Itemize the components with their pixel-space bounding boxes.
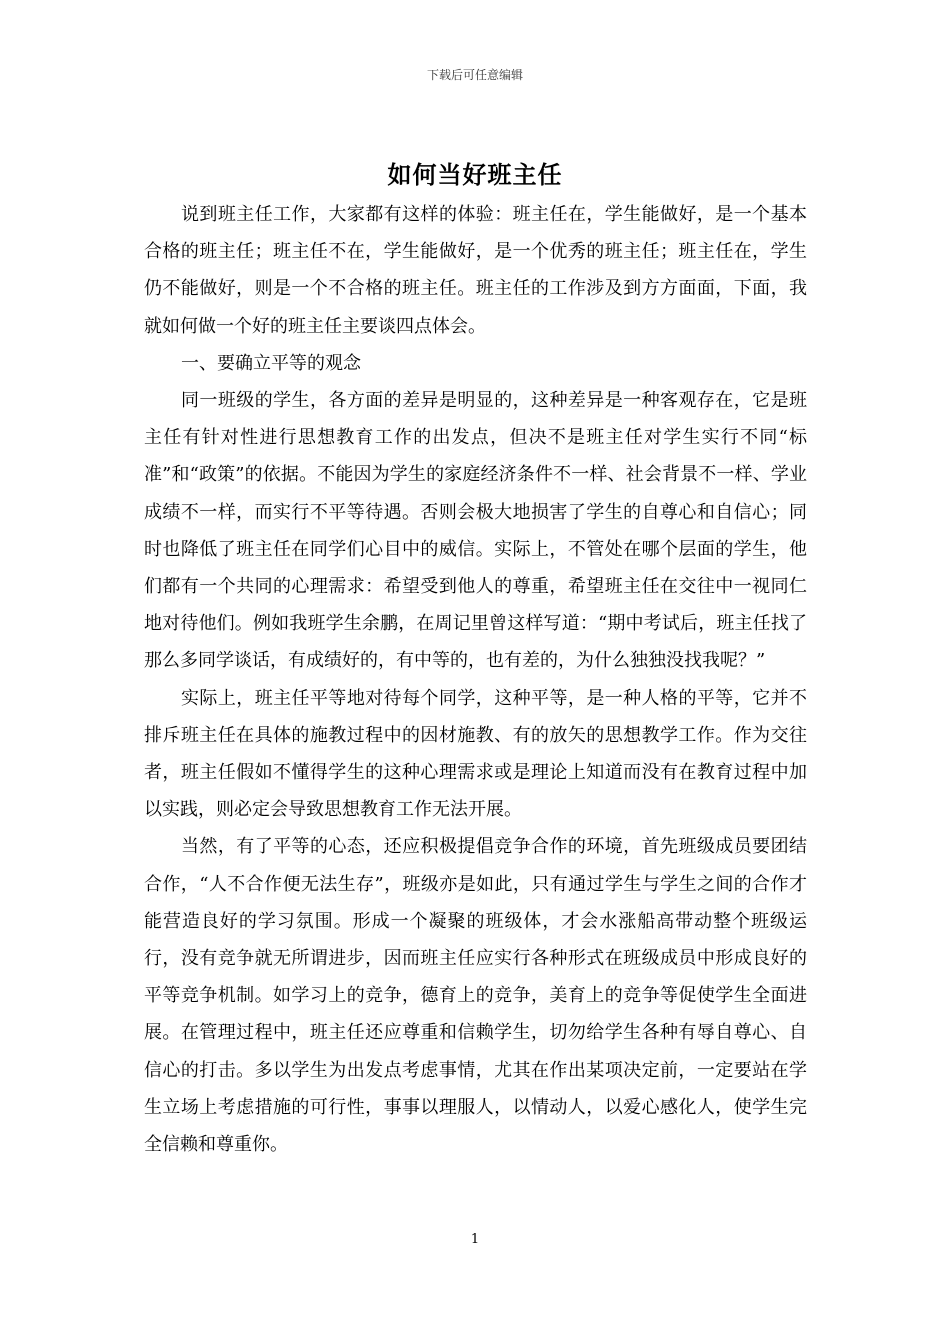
paragraph-intro: 说到班主任工作，大家都有这样的体验：班主任在，学生能做好，是一个基本合格的班主任；班主任不在，学生能做好，是一个优秀的班主任；班主任在，学生仍不能做好，则是一个不合格的班主任。班主任的工作涉及到方方面面，下面，我就如何做一个好的班主任主要谈四点体会。 bbox=[144, 204, 807, 337]
paragraph-differences: 同一班级的学生，各方面的差异是明显的，这种差异是一种客观存在，它是班主任有针对性进行思想教育工作的出发点，但决不是班主任对学生实行不同“标准”和“政策”的依据。不能因为学生的家庭经济条件不一样、社会背景不一样、学业成绩不一样，而实行不平等待遇。否则会极大地损害了学生的自尊心和自信心；同时也降低了班主任在同学们心目中的威信。实际上，不管处在哪个层面的学生，他们都有一个共同的心理需求：希望受到他人的尊重，希望班主任在交往中一视同仁地对待他们。例如我班学生余鹏，在周记里曾这样写道：“期中考试后，班主任找了那么多同学谈话，有成绩好的，有中等的，也有差的，为什么独独没找我呢？” bbox=[144, 390, 807, 672]
document-body bbox=[144, 196, 807, 1163]
document-title: 如何当好班主任 bbox=[387, 160, 563, 189]
paragraph-cooperation: 当然，有了平等的心态，还应积极提倡竞争合作的环境，首先班级成员要团结合作，“人不合作便无法生存”，班级亦是如此，只有通过学生与学生之间的合作才能营造良好的学习氛围。形成一个凝聚的班级体，才会水涨船高带动整个班级运行，没有竞争就无所谓进步，因而班主任应实行各种形式在班级成员中形成良好的平等竞争机制。如学习上的竞争，德育上的竞争，美育上的竞争等促使学生全面进展。在管理过程中，班主任还应尊重和信赖学生，切勿给学生各种有辱自尊心、自信心的打击。多以学生为出发点考虑事情，尤其在作出某项决定前，一定要站在学生立场上考虑措施的可行性，事事以理服人，以情动人，以爱心感化人，使学生完全信赖和尊重你。 bbox=[144, 836, 807, 1156]
page-number: 1 bbox=[470, 1232, 480, 1247]
paragraph-equality: 实际上，班主任平等地对待每个同学，这种平等，是一种人格的平等，它并不排斥班主任在具体的施教过程中的因材施教、有的放矢的思想教学工作。作为交往者，班主任假如不懂得学生的这种心理需求或是理论上知道而没有在教育过程中加以实践，则必定会导致思想教育工作无法开展。 bbox=[144, 687, 807, 821]
header-note: 下载后可任意编辑 bbox=[426, 68, 523, 82]
section-heading-1: 一、要确立平等的观念 bbox=[181, 352, 361, 374]
